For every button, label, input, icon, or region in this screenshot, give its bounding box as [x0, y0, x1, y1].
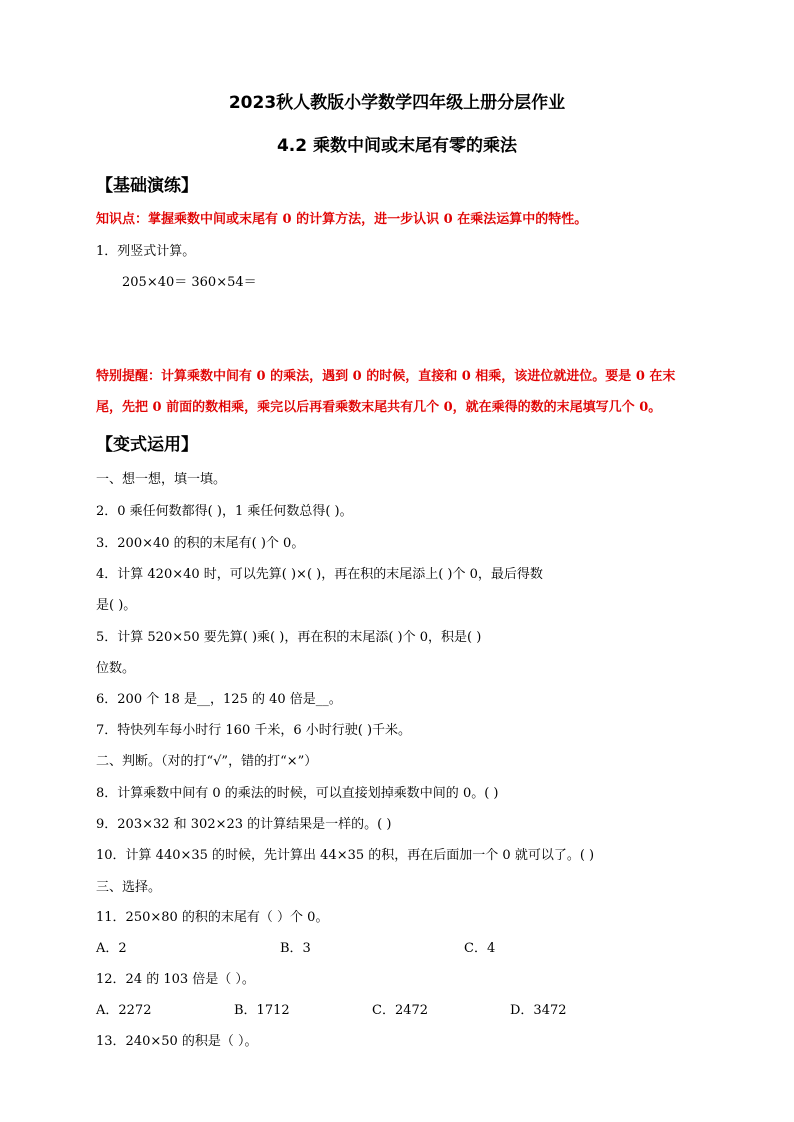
question-7: 7．特快列车每小时行 160 千米，6 小时行驶( )千米。	[96, 723, 412, 738]
question-4-line-1: 4．计算 420×40 时，可以先算( )×( )，再在积的末尾添上( )个 0，最后得数	[96, 567, 543, 582]
question-12-option-c[interactable]: C．2472	[372, 1003, 429, 1018]
knowledge-point: 知识点：掌握乘数中间或末尾有 0 的计算方法，进一步认识 0 在乘法运算中的特性。	[96, 212, 588, 227]
section-basic-practice: 【基础演练】	[96, 176, 198, 196]
question-8: 8．计算乘数中间有 0 的乘法的时候，可以直接划掉乘数中间的 0。( )	[96, 786, 499, 801]
question-11: 11．250×80 的积的末尾有（ ）个 0。	[96, 910, 329, 925]
question-11-option-b[interactable]: B．3	[280, 941, 311, 956]
question-9: 9．203×32 和 302×23 的计算结果是一样的。( )	[96, 817, 392, 832]
part-1-heading: 一、想一想，填一填。	[96, 472, 227, 487]
question-4-line-2: 是( )。	[96, 598, 137, 613]
reminder-line-1: 特别提醒：计算乘数中间有 0 的乘法，遇到 0 的时候，直接和 0 相乘，该进位就进位。要是 0 在末	[96, 369, 676, 384]
question-12-option-d[interactable]: D．3472	[510, 1003, 567, 1018]
question-11-options	[0, 937, 794, 957]
question-11-option-c[interactable]: C．4	[464, 941, 496, 956]
question-12-option-b[interactable]: B．1712	[234, 1003, 290, 1018]
page-title: 2023秋人教版小学数学四年级上册分层作业	[228, 93, 566, 113]
question-1: 1．列竖式计算。	[96, 244, 196, 259]
section-variant-application: 【变式运用】	[96, 435, 198, 455]
question-2: 2．0 乘任何数都得( )，1 乘任何数总得( )。	[96, 504, 353, 519]
question-1-expressions: 205×40＝ 360×54＝	[122, 275, 257, 290]
question-11-option-a[interactable]: A．2	[96, 941, 127, 956]
question-12: 12．24 的 103 倍是（ ）。	[96, 972, 255, 987]
question-6: 6．200 个 18 是__，125 的 40 倍是__。	[96, 692, 342, 707]
page-subtitle: 4.2 乘数中间或末尾有零的乘法	[276, 136, 518, 156]
question-5-line-1: 5．计算 520×50 要先算( )乘( )，再在积的末尾添( )个 0，积是( )	[96, 630, 482, 645]
reminder-line-2: 尾，先把 0 前面的数相乘，乘完以后再看乘数末尾共有几个 0，就在乘得的数的末尾填写几个 0。	[96, 400, 662, 415]
question-12-option-a[interactable]: A．2272	[96, 1003, 152, 1018]
part-2-heading: 二、判断。（对的打“√”，错的打“×”）	[96, 754, 318, 769]
question-12-options	[0, 999, 794, 1019]
part-3-heading: 三、选择。	[96, 880, 162, 895]
question-13: 13．240×50 的积是（ ）。	[96, 1034, 258, 1049]
question-3: 3．200×40 的积的末尾有( )个 0。	[96, 536, 305, 551]
question-5-line-2: 位数。	[96, 661, 136, 676]
question-10: 10．计算 440×35 的时候，先计算出 44×35 的积，再在后面加一个 0 就可以了。( )	[96, 848, 595, 863]
